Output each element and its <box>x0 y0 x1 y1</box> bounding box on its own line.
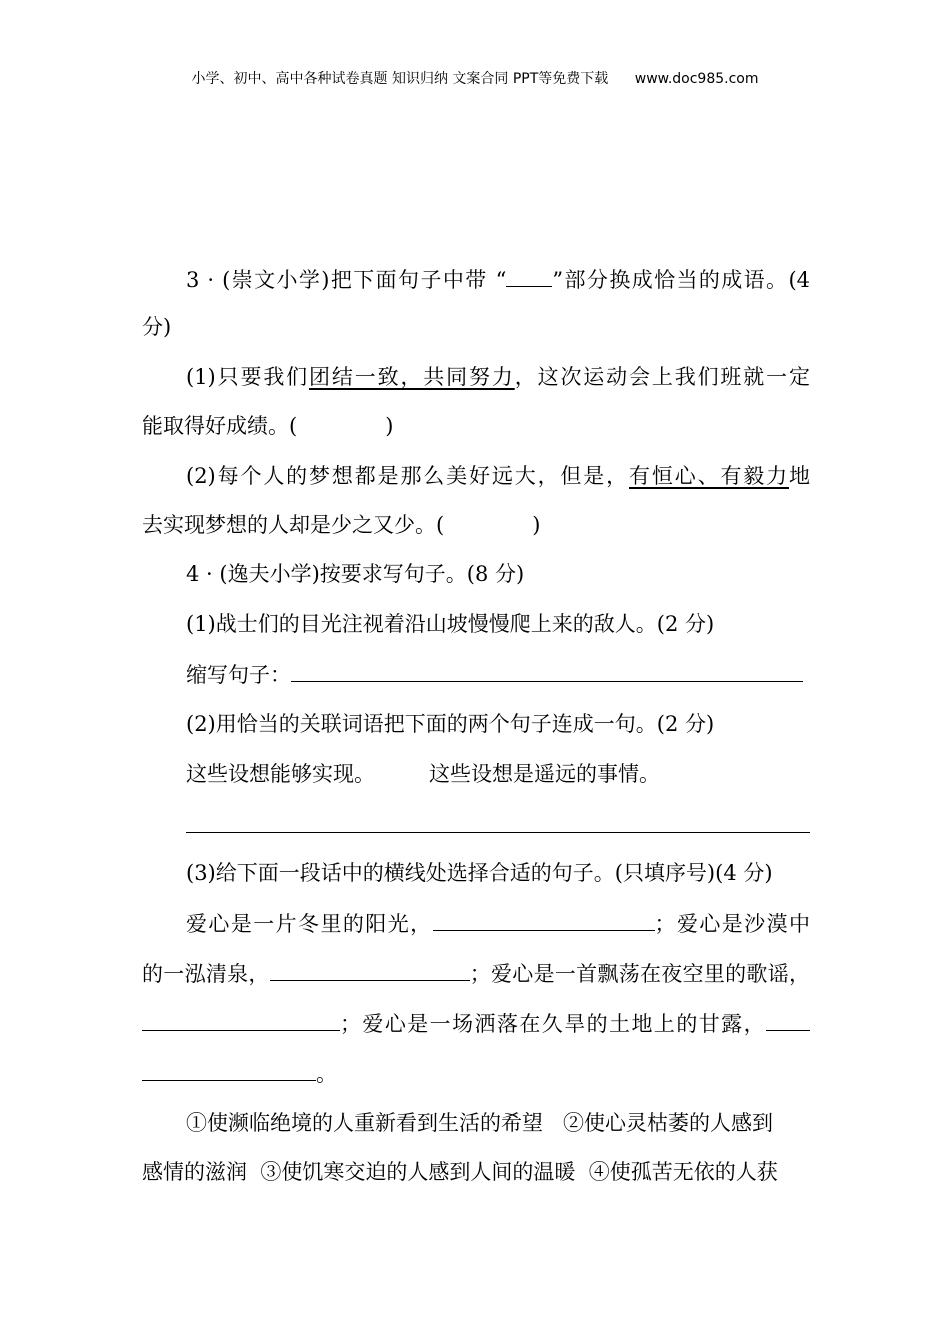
q4-part-2: (2)用恰当的关联词语把下面的两个句子连成一句。(2 分) <box>186 712 715 736</box>
q4-p3-l3-b: ；爱心是一场洒落在久旱的土地上的甘露， <box>340 1012 766 1036</box>
q3-title-part-b: ”部分换成恰当的成语。(4 <box>552 268 810 292</box>
header-text: 小学、初中、高中各种试卷真题 知识归纳 文案合同 PPT等免费下载 <box>191 71 609 87</box>
q3-s1-part-a: (1)只要我们 <box>186 365 310 389</box>
q3-title-part-a: 3 · (崇文小学)把下面句子中带 “ <box>186 268 507 292</box>
q4-part-1: (1)战士们的目光注视着沿山坡慢慢爬上来的敌人。(2 分) <box>186 612 715 636</box>
q4-p2-sentence-2: 这些设想是遥远的事情。 <box>429 762 660 786</box>
q4-p3-l2-a: 的一泓清泉， <box>142 962 270 986</box>
q3-s1-cont-text: 能取得好成绩。( <box>142 414 298 438</box>
q3-s2-part-a: (2)每个人的梦想都是那么美好远大，但是， <box>186 464 630 488</box>
q4-part-3: (3)给下面一段话中的横线处选择合适的句子。(只填序号)(4 分) <box>186 861 773 885</box>
q4-p3-line-1 <box>186 908 810 939</box>
q4-p1-label: 缩写句子： <box>186 663 291 687</box>
q3-s1-close: ) <box>385 414 394 438</box>
q4-title: 4 · (逸夫小学)按要求写句子。(8 分) <box>186 562 525 586</box>
q4-p3-l1-b: ；爱心是沙漠中 <box>654 912 811 936</box>
q3-s1-underlined: 团结一致，共同努力 <box>309 365 515 389</box>
q4-p3-blank-4-start[interactable] <box>766 1008 810 1031</box>
q4-part-2-sentences <box>186 759 854 789</box>
q4-option-2: ②使心灵枯萎的人感到 <box>563 1111 773 1135</box>
q4-option-1: ①使濒临绝境的人重新看到生活的希望 <box>186 1111 543 1135</box>
q3-s1-part-b: ，这次运动会上我们班就一定 <box>514 365 811 389</box>
q3-sentence-2-cont <box>142 510 810 540</box>
q3-s2-close: ) <box>532 513 541 537</box>
q4-p3-blank-2[interactable] <box>270 958 470 981</box>
q4-options-line-2: 感情的滋润 ③使饥寒交迫的人感到人间的温暖 ④使孤苦无依的人获 <box>142 1160 778 1184</box>
q4-p3-blank-4[interactable] <box>142 1058 316 1081</box>
q3-sentence-2 <box>186 461 810 491</box>
q4-p3-l1-a: 爱心是一片冬里的阳光， <box>186 912 433 936</box>
q4-p3-line-2 <box>142 958 810 989</box>
q4-p3-blank-1[interactable] <box>433 908 655 931</box>
q3-sentence-1 <box>186 362 810 392</box>
q3-s2-cont-text: 去实现梦想的人却是少之又少。( <box>142 513 445 537</box>
header-url[interactable]: www.doc985.com <box>634 71 759 87</box>
q4-part-1-answer <box>186 659 854 690</box>
q4-p1-answer-blank[interactable] <box>291 659 803 682</box>
q4-p3-blank-3[interactable] <box>142 1008 340 1031</box>
q3-s2-part-b: 地 <box>789 464 811 488</box>
page-header <box>0 68 950 88</box>
q4-p3-l2-b: ；爱心是一首飘荡在夜空里的歌谣， <box>469 962 811 986</box>
q4-p2-sentence-1: 这些设想能够实现。 <box>186 762 375 786</box>
q3-title-blank[interactable] <box>506 264 552 287</box>
q3-s2-underlined: 有恒心、有毅力 <box>629 464 790 488</box>
q4-p2-answer-blank[interactable] <box>186 832 810 833</box>
q4-options-line-1 <box>186 1108 854 1138</box>
q4-p3-l4-end: 。 <box>316 1062 337 1086</box>
q4-p3-line-4 <box>142 1058 810 1089</box>
q3-title <box>186 264 810 295</box>
q4-p3-line-3 <box>142 1008 810 1039</box>
q3-title-cont: 分) <box>142 315 172 339</box>
q3-sentence-1-cont <box>142 411 810 441</box>
